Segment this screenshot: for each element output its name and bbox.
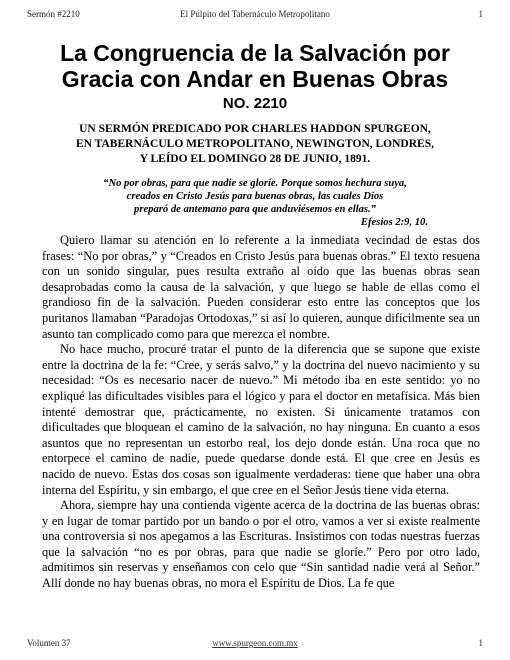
sermon-number: NO. 2210 [222, 95, 288, 112]
body-paragraph: Ahora, siempre hay una contienda vigente acerca de la doctrina de las buenas obras: y en lugar de tomar partido por un bando o por el otro, vamos a ver si existe realmente una controversia si nos apegamos a las Escrituras. Insistimos con todas nuestras fuerzas que la salvación “no es por obras, para que nadie se gloríe.” Pero por otro lado, admitimos sin reservas y enseñamos con celo que “Sin santidad nadie verá al Señor.” Allí donde no hay buenas obras, no mora el Espíritu de Dios. La fe que [42, 498, 480, 591]
page-footer [27, 638, 483, 650]
volume-footer: Volumen 37 [27, 638, 71, 648]
sermon-title-line-2: Gracia con Andar en Buenas Obras [61, 66, 449, 92]
sermon-body [42, 233, 480, 592]
sermon-title [20, 40, 490, 92]
subtitle-line-2: EN TABERNÁCULO METROPOLITANO, NEWINGTON, LONDRES, [76, 138, 434, 150]
page-number-header: 1 [478, 9, 483, 19]
sermon-subtitle [20, 122, 490, 167]
scripture-reference: Efesios 2:9, 10. [360, 217, 428, 228]
body-paragraph: No hace mucho, procuré tratar el punto de la diferencia que se supone que existe entre la doctrina de la fe: “Cree, y serás salvo,” y la doctrina del nuevo nacimiento y su necesidad: “Os es necesario nacer de nuevo.” Mi método iba en este sentido: yo no expliqué las dificultades visibles para el lógico y para el doctor en metafísica. Más bien intenté demostrar que, prácticamente, no existen. Si únicamente tratamos con dificultades que bloquean el camino de la salvación, no hay ninguna. En cuanto a esos asuntos que no representan un estorbo real, los dejo donde están. Una roca que no entorpece el camino de nadie, puede quedarse donde está. El que cree en Jesús es nacido de nuevo. Estas dos cosas son igualmente verdaderas: tiene que haber una obra interna del Espíritu, y sin embargo, el que cree en el Señor Jesús tiene vida eterna. [42, 342, 480, 497]
scripture-line-2: creados en Cristo Jesús para buenas obras, las cuales Dios [126, 191, 384, 202]
page-number-footer: 1 [478, 638, 483, 648]
scripture-quote [40, 177, 470, 229]
body-paragraph: Quiero llamar su atención en lo referente a la inmediata vecindad de estas dos frases: “No por obras,” y “Creados en Cristo Jesús para buenas obras.” El texto resuena con un sonido singular, pues resulta extraño al oído que las buenas obras sean desaprobadas como la causa de la salvación, y que luego se hable de ellas como el grandioso fin de la salvación. Pueden considerar esto entre las conceptos que los puritanos llamaban “Paradojas Ortodoxas,” si así lo quieren, aunque difícilmente sea un asunto tan complicado como para que merezca el nombre. [42, 233, 480, 341]
subtitle-line-1: UN SERMÓN PREDICADO POR CHARLES HADDON SPURGEON, [79, 123, 431, 135]
publication-title-header: El Púlpito del Tabernáculo Metropolitano [180, 9, 330, 19]
scripture-line-1: “No por obras, para que nadie se gloríe. Porque somos hechura suya, [103, 178, 407, 189]
sermon-number-header: Sermón #2210 [27, 9, 80, 19]
subtitle-line-3: Y LEÍDO EL DOMINGO 28 DE JUNIO, 1891. [139, 153, 371, 165]
website-link[interactable]: www.spurgeon.com.mx [212, 638, 298, 648]
scripture-line-3: preparó de antemano para que anduviésemos en ellas.” [134, 204, 376, 215]
sermon-title-line-1: La Congruencia de la Salvación por [60, 40, 450, 66]
page-header [27, 9, 483, 21]
